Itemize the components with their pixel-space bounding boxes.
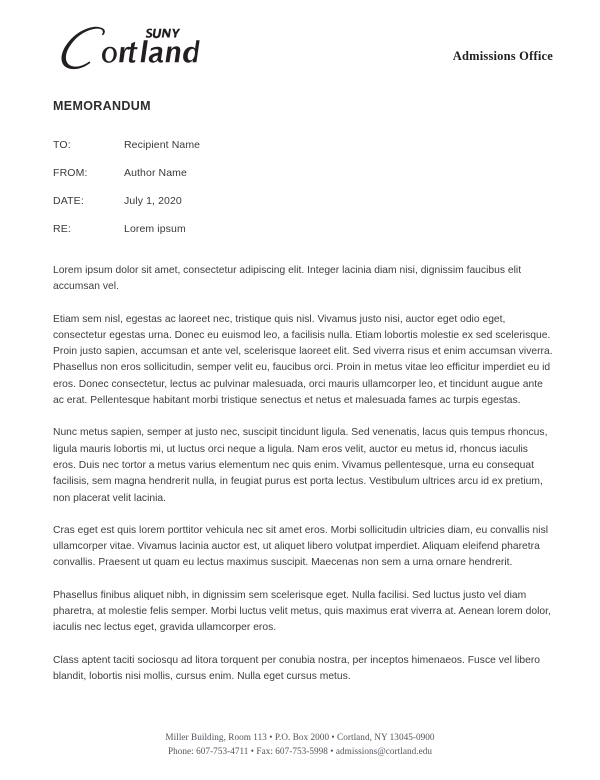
memo-field-to — [53, 139, 513, 167]
footer-contact: Phone: 607-753-4711 • Fax: 607-753-5998 • admissions@cortland.edu — [167, 746, 433, 756]
page-title: MEMORANDUM — [53, 99, 151, 113]
body-paragraph: Class aptent taciti sociosqu ad litora torquent per conubia nostra, per inceptos himenaeos. Fusce vel libero blandit, lobortis nisi mollis, cursus enim. Nulla eget cursus metus. — [53, 654, 541, 682]
page-footer — [0, 730, 600, 758]
memo-field-date — [53, 195, 513, 223]
memo-body — [53, 263, 553, 685]
suny-cortland-logo — [52, 24, 202, 72]
memo-fields — [53, 139, 513, 251]
body-paragraph: Cras eget est quis lorem porttitor vehicula nec sit amet eros. Morbi sollicitudin ultricies diam, eu convallis nisl ullamcorper vitae. Vivamus lacinia auctor est, ut aliquet libero volutpat imperdiet. Aliquam eleifend pharetra convallis. Praesent ut quam eu lectus maximus suscipit. Maecenas non sem a urna ornare hendrerit. — [53, 524, 549, 569]
department-title: Admissions Office — [452, 49, 553, 63]
footer-address: Miller Building, Room 113 • P.O. Box 2000 • Cortland, NY 13045-0900 — [165, 732, 435, 742]
memo-value-date: July 1, 2020 — [124, 195, 182, 207]
memo-value-re: Lorem ipsum — [124, 223, 186, 235]
body-paragraph: Lorem ipsum dolor sit amet, consectetur adipiscing elit. Integer lacinia diam nisi, dignissim faucibus elit accumsan vel. — [53, 265, 522, 293]
memo-label-re: RE: — [53, 223, 71, 235]
body-paragraph: Etiam sem nisl, egestas ac laoreet nec, tristique quis nisl. Vivamus justo nisi, auctor eget odio eget, consectetur egestas urna. Donec eu euismod leo, a facilisis nulla. Etiam lobortis molestie ex sed scelerisque. Proin justo sapien, accumsan et ante vel, scelerisque laoreet elit. Sed viverra risus et enim accumsan viverra. Phasellus non eros sollicitudin, semper velit eu, faucibus orci. Proin in metus vitae leo efficitur imperdiet eu id eros. Donec consectetur, lectus ac pulvinar malesuada, orci mauris ullamcorper leo, et tincidunt augue ante ac erat. Pellentesque habitant morbi tristique senectus et netus et malesuada fames ac turpis egestas. — [53, 313, 553, 407]
memo-value-to: Recipient Name — [124, 139, 201, 151]
memo-value-from: Author Name — [124, 167, 187, 179]
body-paragraph: Nunc metus sapien, semper at justo nec, suscipit tincidunt ligula. Sed venenatis, lacus quis tempus rhoncus, ligula mauris lobortis mi, ut luctus orci neque a ligula. Nam eros velit, auctor eu metus id, rhoncus iaculis eros. Duis nec tortor a metus varius elementum nec quis enim. Vivamus pellentesque, urna eu consequat facilisis, sem magna hendrerit nulla, in feugiat purus est porta lectus. Vestibulum ultrices arcu id ex pretium, non placerat velit lacinia. — [53, 427, 548, 504]
body-paragraph: Phasellus finibus aliquet nibh, in dignissim sem scelerisque eget. Nulla facilisi. Sed luctus justo vel diam pharetra, at molestie felis semper. Morbi luctus velit metus, quis maximus erat viverra at. Aenean lorem dolor, iaculis nec lectus eget, gravida ullamcorper eros. — [53, 589, 551, 634]
memo-label-date: DATE: — [53, 195, 84, 207]
memo-label-to: TO: — [53, 139, 71, 151]
memo-field-re — [53, 223, 513, 251]
letterhead — [0, 0, 600, 90]
memo-label-from: FROM: — [53, 167, 88, 179]
memo-field-from — [53, 167, 513, 195]
